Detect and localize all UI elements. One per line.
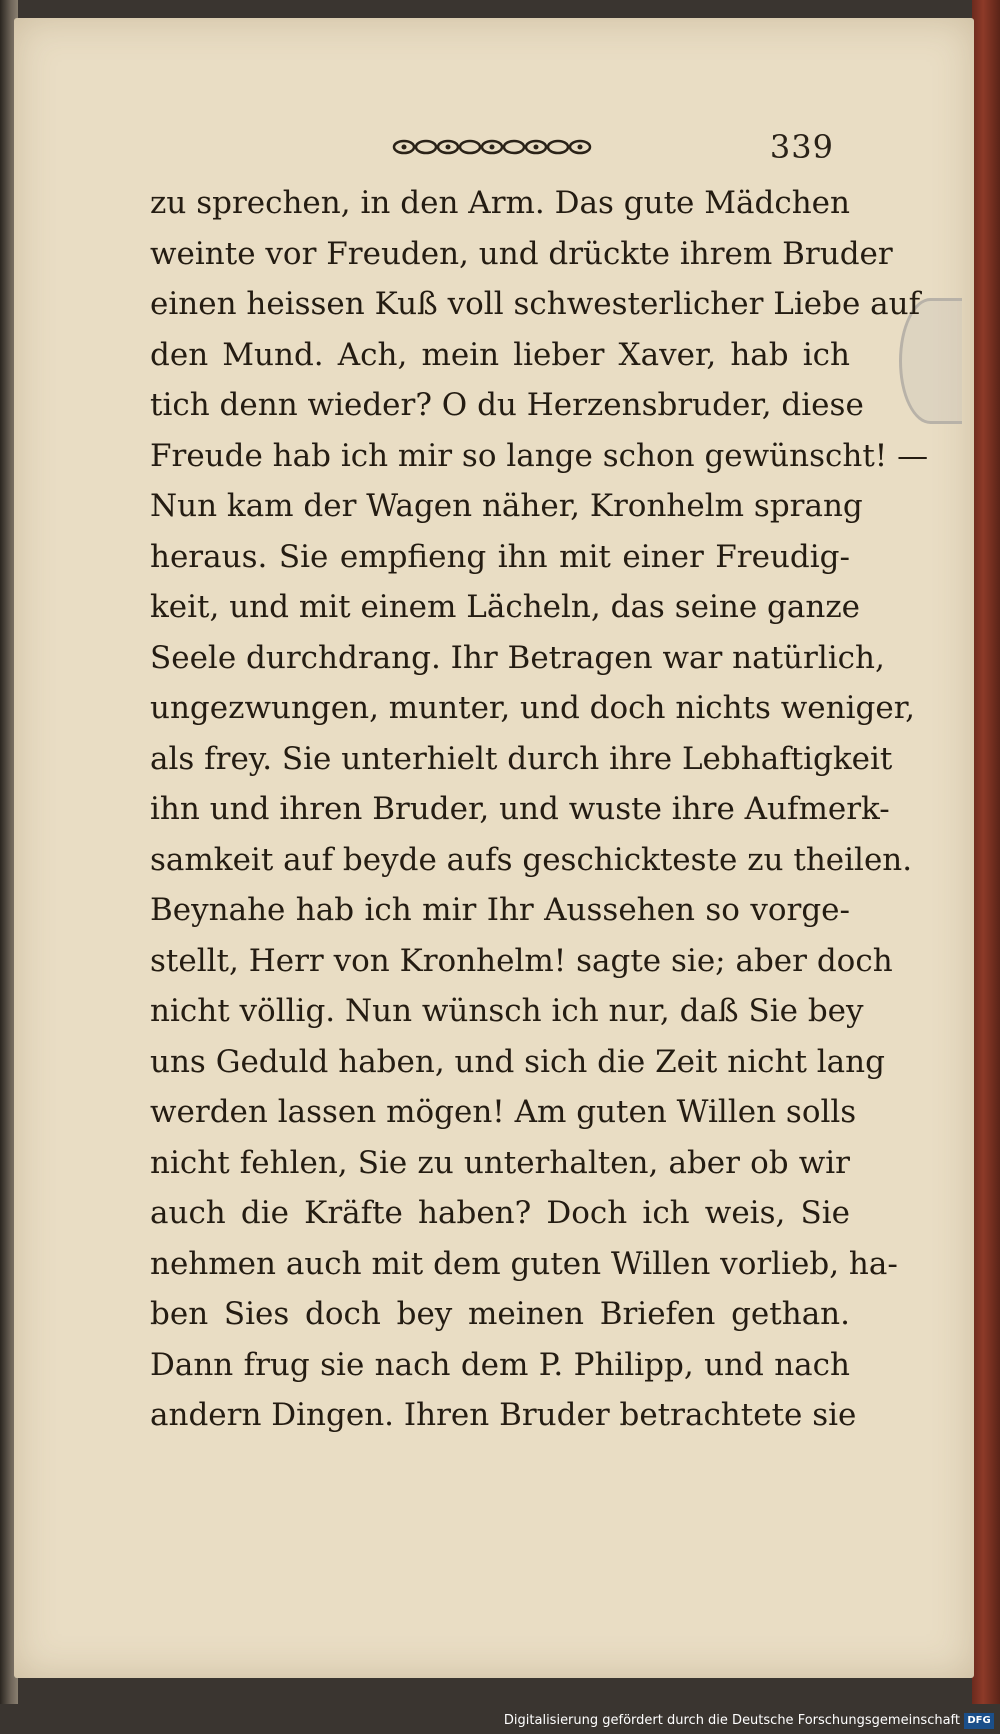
text-line: uns Geduld haben, und sich die Zeit nicht lang	[150, 1043, 885, 1080]
text-line: als frey. Sie unterhielt durch ihre Lebhaftigkeit	[150, 740, 893, 777]
footer-bar	[0, 1704, 1000, 1734]
text-line: samkeit auf beyde aufs geschickteste zu theilen.	[150, 841, 913, 878]
text-line: keit, und mit einem Lächeln, das seine ganze	[150, 589, 861, 625]
text-line: nicht völlig. Nun wünsch ich nur, daß Sie bey	[150, 993, 864, 1029]
dfg-logo: DFG	[964, 1713, 994, 1729]
text-line: nicht fehlen, Sie zu unterhalten, aber ob wir	[150, 1144, 850, 1181]
header-ornament-icon	[390, 136, 600, 158]
text-line: den Mund. Ach, mein lieber Xaver, hab ich	[150, 336, 850, 373]
text-line: Nun kam der Wagen näher, Kronhelm sprang	[150, 488, 863, 524]
body-text	[150, 178, 929, 1441]
text-line: einen heissen Kuß voll schwesterlicher Liebe auf	[150, 286, 921, 322]
text-line: Freude hab ich mir so lange schon gewünscht! —	[150, 437, 929, 474]
text-line: auch die Kräfte haben? Doch ich weis, Sie	[150, 1195, 850, 1231]
text-line: ihn und ihren Bruder, und wuste ihre Aufmerk-	[150, 791, 890, 827]
text-line: Seele durchdrang. Ihr Betragen war natürlich,	[150, 639, 885, 676]
text-line: Dann frug sie nach dem P. Philipp, und nach	[150, 1346, 850, 1383]
text-line: stellt, Herr von Kronhelm! sagte sie; aber doch	[150, 942, 893, 979]
text-line: nehmen auch mit dem guten Willen vorlieb, ha-	[150, 1245, 898, 1282]
text-line: heraus. Sie empfieng ihn mit einer Freudig-	[150, 538, 850, 575]
text-line: ungezwungen, munter, und doch nichts weniger,	[150, 690, 915, 726]
text-line: tich denn wieder? O du Herzensbruder, diese	[150, 387, 864, 423]
funding-credit: Digitalisierung gefördert durch die Deutsche Forschungsgemeinschaft	[503, 1713, 960, 1728]
page-header	[390, 128, 850, 168]
text-line: werden lassen mögen! Am guten Willen solls	[150, 1094, 857, 1130]
text-line: andern Dingen. Ihren Bruder betrachtete sie	[150, 1397, 857, 1433]
text-line: zu sprechen, in den Arm. Das gute Mädchen	[150, 185, 850, 221]
book-cover-edge	[972, 0, 1000, 1734]
text-line: Beynahe hab ich mir Ihr Aussehen so vorge-	[150, 892, 850, 928]
text-line: weinte vor Freuden, und drückte ihrem Bruder	[150, 235, 893, 272]
page-number: 339	[769, 128, 834, 166]
text-line: ben Sies doch bey meinen Briefen gethan.	[150, 1296, 850, 1332]
